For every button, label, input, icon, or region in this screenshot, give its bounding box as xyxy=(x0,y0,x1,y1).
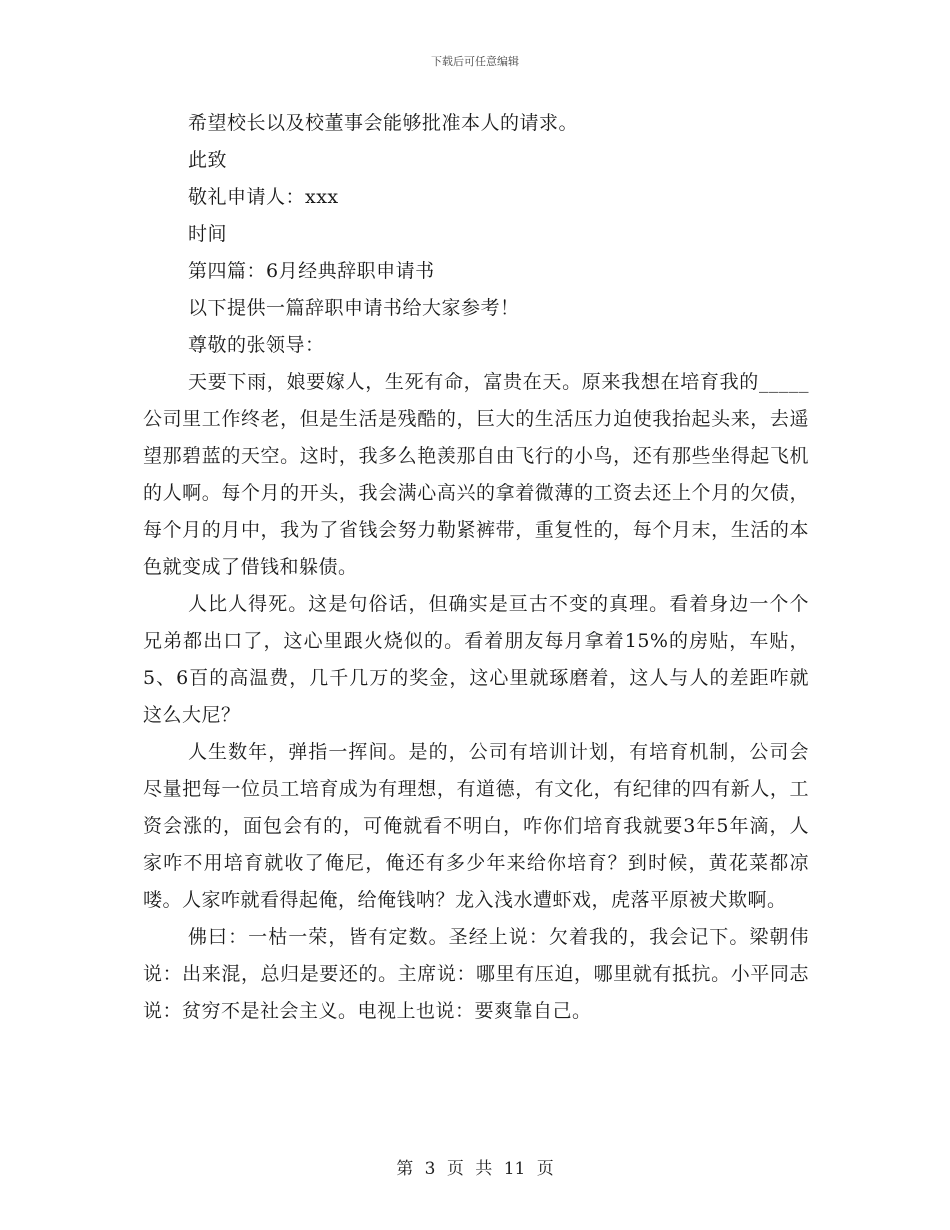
paragraph: 佛曰：一枯一荣，皆有定数。圣经上说：欠着我的，我会记下。梁朝伟说：出来混，总归是要还的。主席说：哪里有压迫，哪里就有抵抗。小平同志说：贫穷不是社会主义。电视上也说：要爽靠自己。 xyxy=(143,926,809,1022)
paragraph: 敬礼申请人：xxx xyxy=(188,186,339,208)
document-body xyxy=(143,105,809,1030)
paragraph: 以下提供一篇辞职申请书给大家参考！ xyxy=(188,297,520,319)
section-title: 第四篇：6月经典辞职申请书 xyxy=(188,260,435,282)
page-number: 第 3 页 共 11 页 xyxy=(396,1159,554,1179)
paragraph: 此致 xyxy=(188,149,228,171)
paragraph: 希望校长以及校董事会能够批准本人的请求。 xyxy=(188,112,579,134)
paragraph: 天要下雨，娘要嫁人，生死有命，富贵在天。原来我想在培育我的_____ 公司里工作终老，但是生活是残酷的，巨大的生活压力迫使我抬起头来，去遥望那碧蓝的天空。这时，我多么艳羡那自由飞行的小鸟，还有那些坐得起飞机的人啊。每个月的开头，我会满心高兴的拿着微薄的工资去还上个月的欠债，每个月的月中，我为了省钱会努力勒紧裤带，重复性的，每个月末，生活的本色就变成了借钱和躲债。 xyxy=(143,371,809,578)
salutation: 尊敬的张领导： xyxy=(188,334,325,356)
paragraph: 时间 xyxy=(188,223,228,245)
paragraph: 人比人得死。这是句俗话，但确实是亘古不变的真理。看着身边一个个兄弟都出口了，这心里跟火烧似的。看着朋友每月拿着15%的房贴，车贴，5、6百的高温费，几千几万的奖金，这心里就琢磨着，这人与人的差距咋就这么大尼？ xyxy=(143,593,809,726)
paragraph: 人生数年，弹指一挥间。是的，公司有培训计划，有培育机制，公司会尽量把每一位员工培育成为有理想，有道德，有文化，有纪律的四有新人，工资会涨的，面包会有的，可俺就看不明白，咋你们培育我就要3年5年滴，人家咋不用培育就收了俺尼，俺还有多少年来给你培育？到时候，黄花菜都凉喽。人家咋就看得起俺，给俺钱呐？龙入浅水遭虾戏，虎落平原被犬欺啊。 xyxy=(143,741,809,911)
page-header-note: 下载后可任意编辑 xyxy=(431,55,519,68)
